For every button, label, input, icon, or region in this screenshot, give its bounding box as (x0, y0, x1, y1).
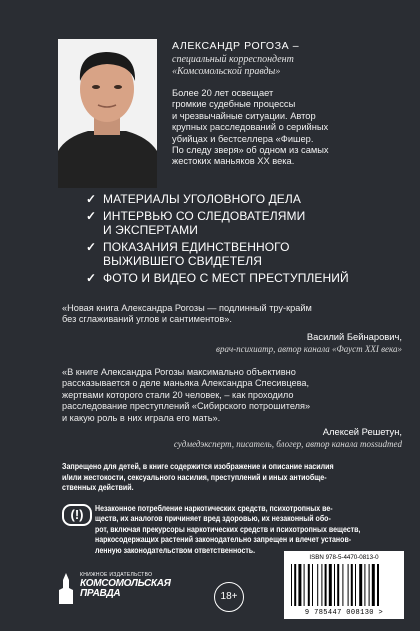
barcode-bar (312, 564, 313, 606)
barcode-bar (308, 564, 310, 606)
review-1-author-role: врач-психиатр, автор канала «Фауст XXI века» (216, 344, 402, 354)
age-rating-badge: 18+ (214, 582, 244, 612)
barcode-bar (329, 564, 332, 606)
barcode-bar (348, 564, 349, 606)
review-2-author-role: судмедэксперт, писатель, блогер, автор канала mossudmed (173, 439, 402, 449)
warning-icon: (!) (62, 504, 92, 526)
barcode-bar (372, 564, 375, 606)
barcode-bar (355, 564, 356, 606)
barcode-bar (364, 564, 365, 606)
review-quote-1: «Новая книга Александра Рогозы — подлинный тру-крайм без сглаживаний углов и сантиментов». (62, 303, 312, 325)
review-1-author: Василий Бейнарович, (306, 331, 402, 342)
barcode-bar (321, 564, 322, 606)
check-icon: ✓ (86, 271, 97, 285)
barcode-bar (351, 564, 353, 606)
feature-item: ✓ МАТЕРИАЛЫ УГОЛОВНОГО ДЕЛА (86, 192, 301, 206)
barcode-bar (325, 564, 327, 606)
barcode-bar (337, 564, 339, 606)
barcode-bar (377, 564, 379, 606)
legal-notice: Незаконное потребление наркотических средств, психотропных ве- ществ, их аналогов причиняет вред здоровью, их незаконный обо- рот, включая прекурсоры наркотических средств и психотропных веществ, наркосодержащих растений законодательно запрещен и влечет установ- ленную законодательством ответственность. (95, 504, 361, 555)
review-quote-2: «В книге Александра Рогозы максимально объективно рассказывается о деле маньяка Александра Спесивцева, жертвами которого стали 20 человек, – как проходило расследование преступлений «Сибирского потрошителя» и какую роль в них играла его мать». (62, 367, 311, 423)
review-2-author: Алексей Решетун, (322, 426, 402, 437)
author-role: специальный корреспондент «Комсомольской правды» (172, 54, 294, 77)
author-photo (58, 39, 157, 188)
barcode (284, 551, 404, 619)
barcode-bar (334, 564, 335, 606)
content-warning: Запрещено для детей, в книге содержится изображение и описание насилия и/или жестокости, сексуального насилия, преступлений и иных антиобще- ственных действий. (62, 462, 334, 493)
author-name: АЛЕКСАНДР РОГОЗА – (172, 40, 300, 52)
barcode-bar (359, 564, 362, 606)
publisher-logo: КНИЖНОЕ ИЗДАТЕЛЬСТВО КОМСОМОЛЬСКАЯ ПРАВДА (56, 570, 176, 610)
barcode-bar (298, 564, 301, 606)
barcode-number: 9 785447 008130 > (304, 609, 384, 617)
barcode-bar (291, 564, 292, 606)
barcode-bar (342, 564, 343, 606)
isbn: ISBN 978-5-4470-0813-0 (309, 554, 379, 561)
check-icon: ✓ (86, 209, 97, 223)
barcode-bar (294, 564, 296, 606)
feature-list (86, 192, 406, 288)
feature-item: ✓ ФОТО И ВИДЕО С МЕСТ ПРЕСТУПЛЕНИЙ (86, 271, 349, 285)
check-icon: ✓ (86, 192, 97, 206)
check-icon: ✓ (86, 240, 97, 254)
barcode-bar (317, 564, 318, 606)
barcode-bar (304, 564, 305, 606)
barcode-bars (289, 564, 399, 606)
publisher-emblem-icon (56, 571, 76, 605)
author-bio: Более 20 лет освещает громкие судебные процессы и чрезвычайные ситуации. Автор крупных расследований о серийных убийцах и бестселлера «Фишер. По следу зверя» об одном из самых жестоких маньяков XX века. (172, 88, 329, 167)
feature-item: ✓ ПОКАЗАНИЯ ЕДИНСТВЕННОГО ВЫЖИВШЕГО СВИДЕТЕЛЯ (86, 240, 290, 268)
barcode-bar (369, 564, 370, 606)
feature-item: ✓ ИНТЕРВЬЮ СО СЛЕДОВАТЕЛЯМИ И ЭКСПЕРТАМИ (86, 209, 306, 237)
